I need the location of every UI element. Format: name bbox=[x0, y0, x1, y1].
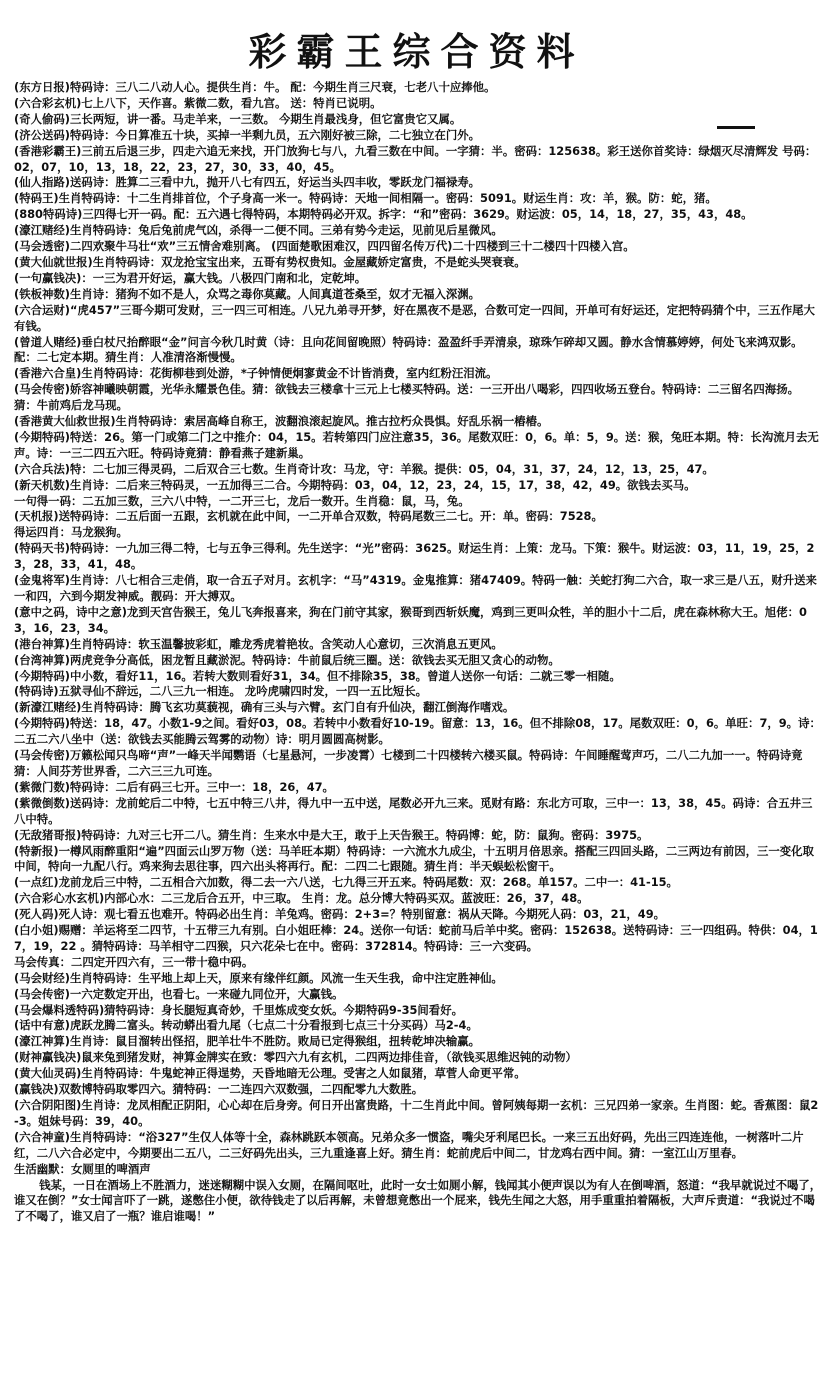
page-title: 彩霸王综合资料 bbox=[248, 29, 585, 74]
text-line: (意中之码，诗中之意)龙到天宫告猴王，兔儿飞奔报喜来，狗在门前守其家，猴哥到西斩妖魔，鸡到三更叫众牲，羊的胆小十二后，虎在森林称大王。旭佬：03，16，23，34。 bbox=[14, 604, 807, 635]
document-body bbox=[14, 80, 822, 1225]
text-line: (仙人指路)送码诗：胜算二三看中九，抛开八七有四五，好运当头四丰收，零跃龙门福禄寿。 bbox=[14, 175, 481, 190]
text-line: 一句得一码：二五加三数，三六八中特，一二开三七，龙后一数开。生肖稳：鼠，马，兔。 bbox=[14, 493, 470, 508]
text-line: (今期特码)中小数，看好11，16。若转大数则看好31，34。但不排除35，38。曾道人送你一句话：二就三零一相随。 bbox=[14, 668, 621, 683]
text-line: (一句赢钱决)：一三为君开好运，赢大钱。八极四门南和北，定乾坤。 bbox=[14, 270, 367, 285]
text-line: (香港六合皇)生肖特码诗：花街柳巷到处游，*子钟情便炯寥黄金不计皆消费，室内红粉汪泪流。 bbox=[14, 366, 498, 381]
text-line: (马会透密)二四欢聚牛马壮“欢”三五情舍难别离。 (四面楚歌困难汉，四四留名传万代)二十四楼到三十二楼四十四楼入宫。 bbox=[14, 239, 635, 254]
text-line: (马会传密)一六定数定开出，也看七。一来碰九同位开，大赢钱。 bbox=[14, 986, 344, 1001]
text-line: (今期特码)特送：18，47。小数1-9之间。看好03，08。若转中小数看好10-19。留意：13，16。但不排除08，17。尾数双旺：0，6。单旺：7，9。诗：二五二六八坐中（送：欲钱去买能腾云驾雾的动物）诗：明月圆圆高树影。 bbox=[14, 716, 821, 747]
text-line: (今期特码)特送：26。第一门或第二门之中推介：04，15。若转第四门应注意35，36。尾数双旺：0，6。单：5，9。送：猴，兔旺本期。特：长沟流月去无声。诗：一三二四五六旺。特码诗竟猜：静看燕子建新巢。 bbox=[14, 429, 819, 460]
text-line: (六合彩心水玄机)内部心水：二三龙后合五开，中三取。 生肖：龙。总分博大特码买双。蓝波旺：26，37，48。 bbox=[14, 891, 589, 906]
text-line: (六合神童)生肖特码诗：“浴327”生仅人体等十全，森林跳跃本领高。兄弟众多一惯盗，嘴尖牙利尾巴长。一来三五出好码，先出三四连连他，一树落叶二片红，二八六合必定中，今期要出二五八，二三好码先出头，三九重逢喜上好。猜生肖：蛇前虎后中间二，甘龙鸡右西中间。猜：一室江山万里春。 bbox=[14, 1129, 804, 1160]
text-line: (马会传密)娇容神曦映朝霞，光华永耀景色佳。猜：欲钱去三楼拿十三元上七楼买特码。送：一三开出八喝彩，四四收场五登台。特码诗：二三留名四海扬。 猜：牛前鸡后龙马现。 bbox=[14, 382, 799, 413]
text-line: (金鬼将军)生肖诗：八七相合三走俏，取一合五子对月。玄机字：“马”4319。金鬼推算：猪47409。特码一触：关蛇打狗二六合，取一求三是八五，财升送来一和四，六到今期发神威。靓码：开大搏双。 bbox=[14, 573, 817, 603]
text-line: (濠江神算)生肖诗：鼠目溜转出怪招，肥羊壮牛不胜防。败局已定得猴组，扭转乾坤决输赢。 bbox=[14, 1034, 481, 1049]
text-line: (奇人偷码)三长两短，讲一番。马走羊来，一三数。 今期生肖最浅身，但它富贵它又属。 bbox=[14, 111, 462, 126]
text-line: (马会爆料透特码)猜特码诗：身长腿短真奇妙，千里炼成变女妖。今期特码9-35间看好。 bbox=[14, 1002, 463, 1017]
text-line: 得运四肖：马龙猴狗。 bbox=[14, 525, 128, 540]
text-line: (香港黄大仙救世报)生肖特码诗：索居高峰自称王，波翻浪滚起旋风。推古拉朽众畏惧。好乱乐祸一樁樁。 bbox=[14, 414, 549, 429]
text-line: (天机报)送特码诗：二五后面一五跟，玄机就在此中间，一二开单合双数，特码尾数三二七。开：单。密码：7528。 bbox=[14, 509, 603, 524]
text-line: (特码天书)特码诗：一九加三得二特，七与五争三得利。先生送字：“光”密码：3625。财运生肖：上策：龙马。下策：猴牛。财运波：03，11，19，25，23，28，33，41，48。 bbox=[14, 541, 815, 572]
text-line: (马会财经)生肖特码诗：生平地上却上天，原来有缘伴红颜。风流一生天生我，命中注定胜神仙。 bbox=[14, 970, 503, 985]
text-line: (济公送码)特码诗：今日算准五十块，买掉一半剩九员，五六刚好被三除，二七独立在门外。 bbox=[14, 127, 481, 142]
text-line: (白小姐)赐赠：羊运将至二四节，十五带三九有别。白小姐旺棒：24。送你一句话：蛇前马后羊中奖。密码：152638。送特码诗：三一四组码。特供：04，17，19，22 。猜特码诗：马羊相守二四猴，只六花朵七在中。密码：372814。特码诗：三一六变码。 bbox=[14, 923, 818, 953]
text-line: (东方日报)特码诗：三八二八动人心。提供生肖：牛。 配：今期生肖三尺衰，七老八十应捧他。 bbox=[14, 80, 496, 94]
text-line: (死人码)死人诗：观七看五也难开。特码必出生肖：羊兔鸡。密码：2+3=？特别留意：祸从天降。今期死人码：03，21，49。 bbox=[14, 907, 666, 922]
text-line: (曾道人赌经)垂白杖尺抬醉眼“金”问言今秋几时黄（诗：且向花间留晚照）特码诗：盈盈纤手弄清泉，琼珠乍碎却又圆。静水含情慕婷婷，何处飞来鸿双影。配：二七定本期。猜生肖：人准清洛渐慢慢。 bbox=[14, 334, 803, 365]
text-line: (六合阴阳图)生肖诗：龙凤相配正阴阳，心心却在后身旁。何日开出富贵路，十二生肖此中间。曾阿姨每期一玄机：三兄四弟一家亲。生肖图：蛇。香蕉图：鼠2-3。姐妹号码：39，40。 bbox=[14, 1098, 819, 1128]
text-line: (台湾神算)两虎竞争分高低，困龙暂且藏淤泥。特码诗：牛前鼠后统三圈。送：欲钱去买无胆又贪心的动物。 bbox=[14, 652, 560, 667]
text-line: (黄大仙灵码)生肖特码诗：牛鬼蛇神正得逞势，天昏地暗无公理。受害之人如鼠猪，草菅人命更平常。 bbox=[14, 1066, 526, 1081]
text-line: (新天机数)生肖诗：二后来三特码灵，一五加得三二合。今期特码：03，04，12，23，24，15，17，38，42，49。欲钱去买马。 bbox=[14, 477, 696, 492]
text-line: (六合兵法)特：二七加三得灵码，二后双合三七数。生肖奇计攻：马龙，守：羊猴。提供：05，04，31，37，24，12，13，25，47。 bbox=[14, 461, 714, 476]
text-line: (赢钱决)双数博特码取零四六。猜特码：一二连四六双数强，二四配零九大数胜。 bbox=[14, 1082, 424, 1097]
text-line: (香港彩霸王)三前五后退三步，四走六追无来找，开门放狗七与八，九看三数在中间。一字猜：半。密码：125638。彩王送你首奖诗：绿烟灭尽清辉发 号码：02，07，10，13，18，22，23，27，30，33，40，45。 bbox=[14, 143, 817, 174]
text-line: (话中有意)虎跃龙腾二富头。转动蟒出看九尾（七点二十分看报到七点三十分买码）马2-4。 bbox=[14, 1018, 478, 1033]
text-line: (港台神算)生肖特码诗：软玉温馨披彩虹，雕龙秀虎着艳妆。含笑动人心意切，三次消息五更风。 bbox=[14, 636, 503, 651]
text-line: (无敌猪哥报)特码诗：九对三七开二八。猜生肖：生来水中是大王，敢于上天告猴王。特码博：蛇，防：鼠狗。密码：3975。 bbox=[14, 827, 649, 842]
text-line: (黄大仙就世报)生肖特码诗：双龙抢宝宝出来，五哥有势权贵知。金屋藏娇定富贵，不是蛇头哭衰衰。 bbox=[14, 254, 526, 269]
text-line: (特码诗)五狱寻仙不辞远，二八三九一相连。 龙吟虎啸四时发，一四一五比短长。 bbox=[14, 684, 428, 699]
story-body: 钱某，一日在酒场上不胜酒力，迷迷糊糊中误入女厕，在隔间呕吐，此时一女士如厕小解，钱闻其小便声误以为有人在倒啤酒，怒道：“我早就说过不喝了，谁又在倒？”女士闻言吓了一跳，遂憋住小便，欲待钱走了以后再解，未曾想竟憋出一个屁来，钱先生闻之大怒，用手重重拍着隔板，大声斥责道：“我说过不喝了不喝了，谁又启了一瓶？谁启谁喝！” bbox=[14, 1177, 822, 1224]
text-line: (六合运财)“虎457”三哥今期可发财，三一四三可相连。八兄九弟寻开梦，好在黑夜不是恶，合数可定一四间，开单可有好运还，定把特码猜个中，三五作尾大有钱。 bbox=[14, 302, 815, 333]
text-line: (特新报)一樽风雨醉重阳“遍”四面云山罗万物（送：马羊旺本期）特码诗：一六流水九成尘，十五明月倍思亲。搭配三四回头路，二三两边有前因，三一变化取中间，特向一九配八行。鸡来狗去思往事，四六出头将再行。配：二四二七跟随。猜生肖：半天蜈蚣松窗干。 bbox=[14, 843, 814, 874]
story-heading: 生活幽默：女厕里的啤酒声 bbox=[14, 1161, 151, 1176]
text-line: (六合彩玄机)七上八下，天作喜。紫微二数，看九宫。 送：特肖已说明。 bbox=[14, 95, 382, 110]
text-line: (紫微门数)特码诗：二后有码三七开。三中一：18，26，47。 bbox=[14, 779, 334, 794]
text-line: 马会传真：二四定开四六有，三一带十稳中码。 bbox=[14, 954, 254, 969]
text-line: (880特码诗)三四得七开一码。配：五六遇七得特码，本期特码必开双。拆字：“和”密码：3629。财运波：05，14，18，27，35，43，48。 bbox=[14, 207, 753, 222]
text-line: (铁板神数)生肖诗：猪狗不如不是人，众骂之毒你莫藏。人间真道苍桑至，奴才无福入深渊。 bbox=[14, 286, 481, 301]
text-line: (马会传密)万籁松闻只鸟啼“声”一峰天半闻鹦语（七星悬河，一步凌霄）七楼到二十四楼转六楼买鼠。特码诗：午间睡醒莺声巧，二八二九加一一。特码诗竟猜：人间芬芳世界香，二六三三九可连。 bbox=[14, 748, 803, 778]
text-line: (新濠江赌经)生肖特码诗：腾飞玄功莫藐视，确有三头与六臂。玄门自有升仙决，翻江倒海作嗜戏。 bbox=[14, 700, 515, 715]
text-line: (一点红)龙前龙后三中特，二五相合六加数，得二去一六八送，七九得三开五来。特码尾数：双：268。单157。二中一：41-15。 bbox=[14, 875, 678, 890]
text-line: (财神赢钱决)鼠来兔到猪发财，神算金牌实在致：零四六九有玄机，二四两边排佳音，（欲钱买思维迟钝的动物） bbox=[14, 1050, 577, 1065]
text-line: (濠江赌经)生肖特码诗：兔后兔前虎气凶，杀得一二便不同。三弟有势今走运，见前见后星微风。 bbox=[14, 223, 503, 238]
text-line: (紫微倒数)送码诗：龙前蛇后二中特，七五中特三八井，得九中一五中送，尾数必开九三来。觅财有路：东北方可取，三中一：13，38，45。码诗：合五井三八中特。 bbox=[14, 795, 813, 826]
text-line: (特码王)生肖特码诗：十二生肖排首位，个子身高一米一。特码诗：天地一间相隔一。密码：5091。财运生肖：攻：羊，猴。防：蛇，猪。 bbox=[14, 191, 717, 206]
